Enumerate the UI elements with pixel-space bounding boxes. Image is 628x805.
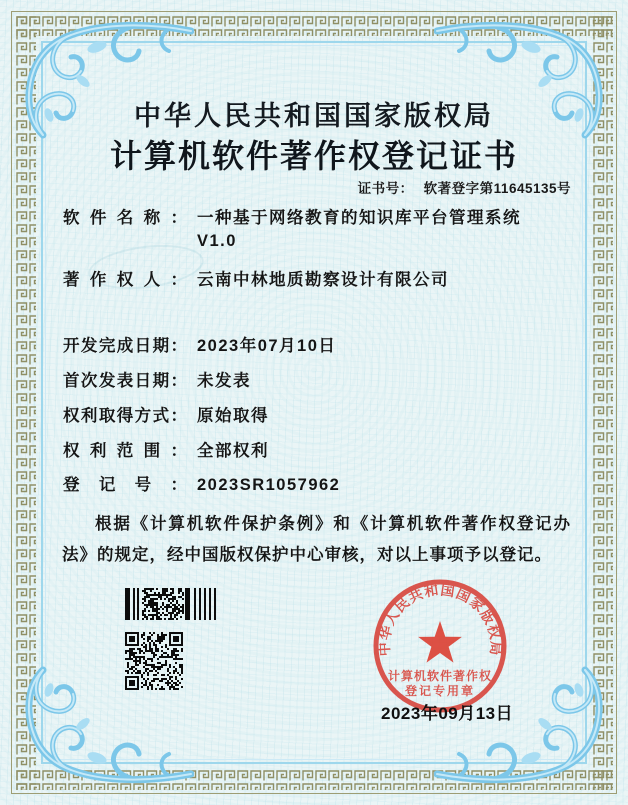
field-value: 2023SR1057962 <box>197 476 341 494</box>
field-row-acquisition-method <box>63 405 269 428</box>
field-value <box>197 207 521 253</box>
software-name-line1: 一种基于网络教育的知识库平台管理系统 <box>197 209 521 227</box>
field-row-first-publication <box>63 370 251 393</box>
qr-code <box>125 632 183 690</box>
field-row-rights-scope <box>63 440 269 463</box>
field-value: 2023年07月10日 <box>197 337 337 355</box>
field-row-registration-number <box>63 474 340 497</box>
certificate-number <box>358 177 571 197</box>
field-row-completion-date <box>63 335 336 358</box>
registration-statement: 根据《计算机软件保护条例》和《计算机软件著作权登记办法》的规定，经中国版权保护中心审核，对以上事项予以登记。 <box>62 515 571 564</box>
field-value: 原始取得 <box>197 407 269 425</box>
field-value: 未发表 <box>197 372 251 390</box>
field-label: 登记号： <box>63 476 187 494</box>
field-label: 首次发表日期： <box>63 372 187 390</box>
field-label: 著作权人： <box>63 271 187 289</box>
barcode-2d <box>125 588 217 620</box>
field-label: 软件名称： <box>63 209 187 227</box>
field-row-software-name <box>63 207 521 253</box>
red-star-icon <box>418 621 462 663</box>
field-value: 全部权利 <box>197 442 269 460</box>
issue-date: 2023年09月13日 <box>381 704 514 723</box>
field-label: 开发完成日期： <box>63 337 187 355</box>
seal-line1: 计算机软件著作权 <box>387 669 493 683</box>
cert-no-label: 证书号： <box>357 181 414 196</box>
official-red-seal <box>370 576 510 716</box>
field-row-copyright-owner <box>63 269 449 292</box>
certificate-title: 计算机软件著作权登记证书 <box>109 138 518 174</box>
field-label: 权利范围： <box>63 442 187 460</box>
field-label: 权利取得方式： <box>63 407 187 425</box>
cert-no-value: 软著登字第11645135号 <box>423 181 571 196</box>
seal-arc-textpath: 中华人民共和国国家版权局 <box>375 581 505 657</box>
software-version: V1.0 <box>197 232 237 250</box>
authority-title: 中华人民共和国国家版权局 <box>134 101 494 131</box>
field-value: 云南中林地质勘察设计有限公司 <box>197 271 449 289</box>
seal-line2: 登记专用章 <box>404 684 476 698</box>
